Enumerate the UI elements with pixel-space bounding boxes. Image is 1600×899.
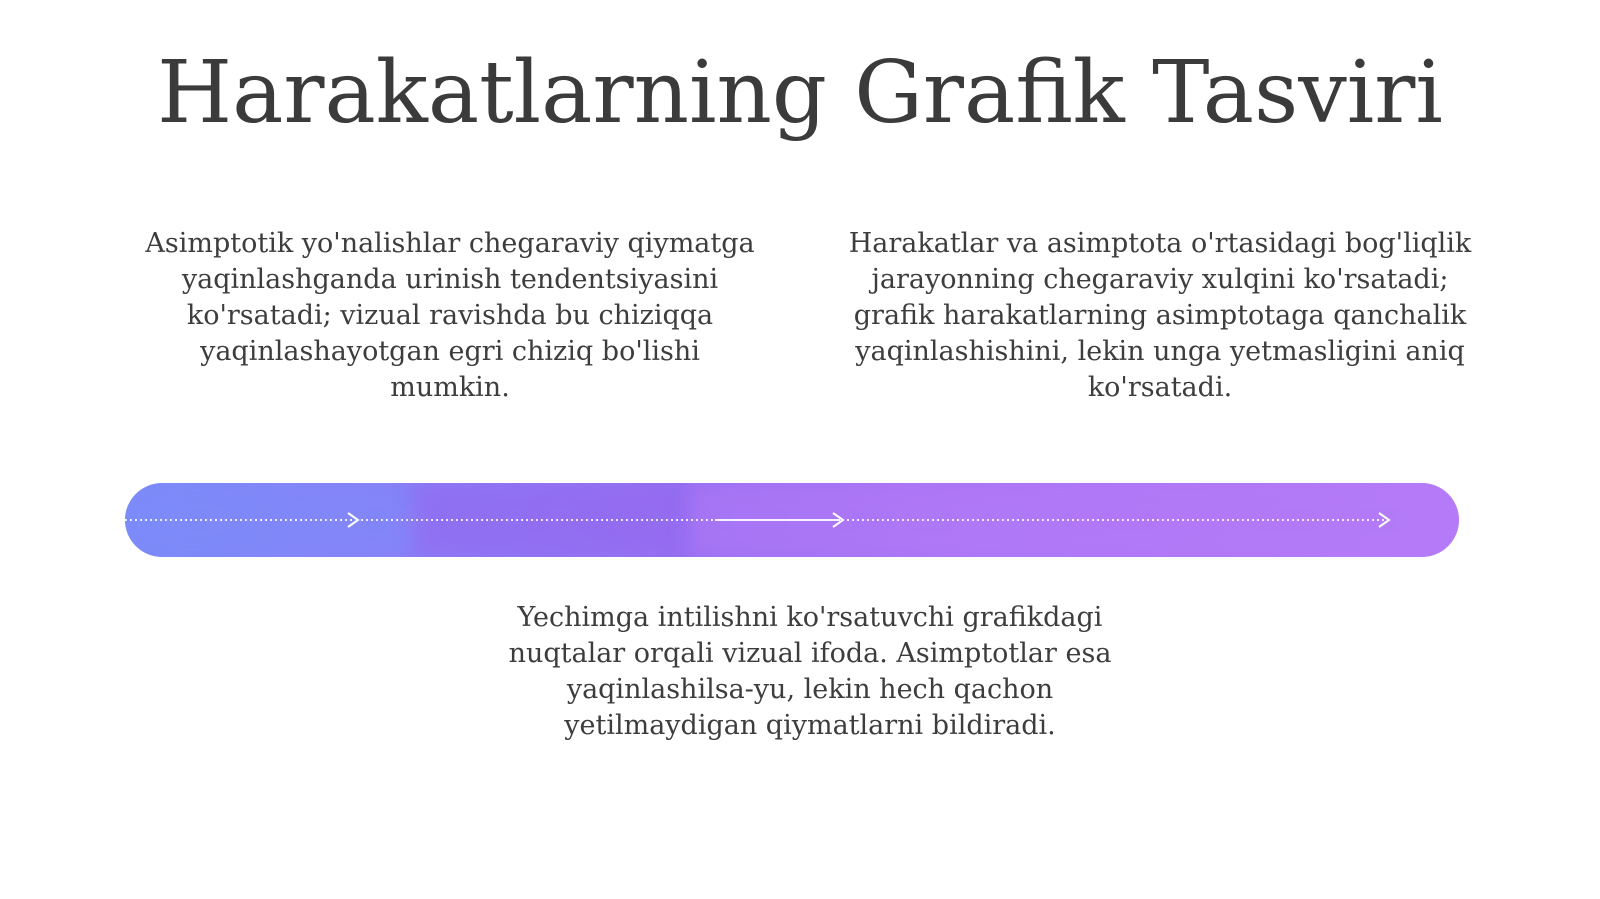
bottom-description: Yechimga intilishni ko'rsatuvchi grafikdagi nuqtalar orqali vizual ifoda. Asimptotlar esa yaqinlashilsa-yu, lekin hech qachon yetilmaydigan qiymatlarni bildiradi. [508, 602, 1112, 741]
right-description: Harakatlar va asimptota o'rtasidagi bog'liqlik jarayonning chegaraviy xulqini ko'rsatadi; grafik harakatlarning asimptotaga qanchalik yaqinlashishini, lekin unga yetmasligini aniq ko'rsatadi. [848, 228, 1472, 403]
left-description: Asimptotik yo'nalishlar chegaraviy qiymatga yaqinlashganda urinish tendentsiyasini ko'rsatadi; vizual ravishda bu chiziqqa yaqinlashayotgan egri chiziq bo'lishi mumkin. [145, 228, 755, 403]
slide-title: Harakatlarning Grafik Tasviri [157, 43, 1443, 143]
timeline-graphic [125, 483, 1459, 557]
timeline-bar [125, 483, 1459, 557]
